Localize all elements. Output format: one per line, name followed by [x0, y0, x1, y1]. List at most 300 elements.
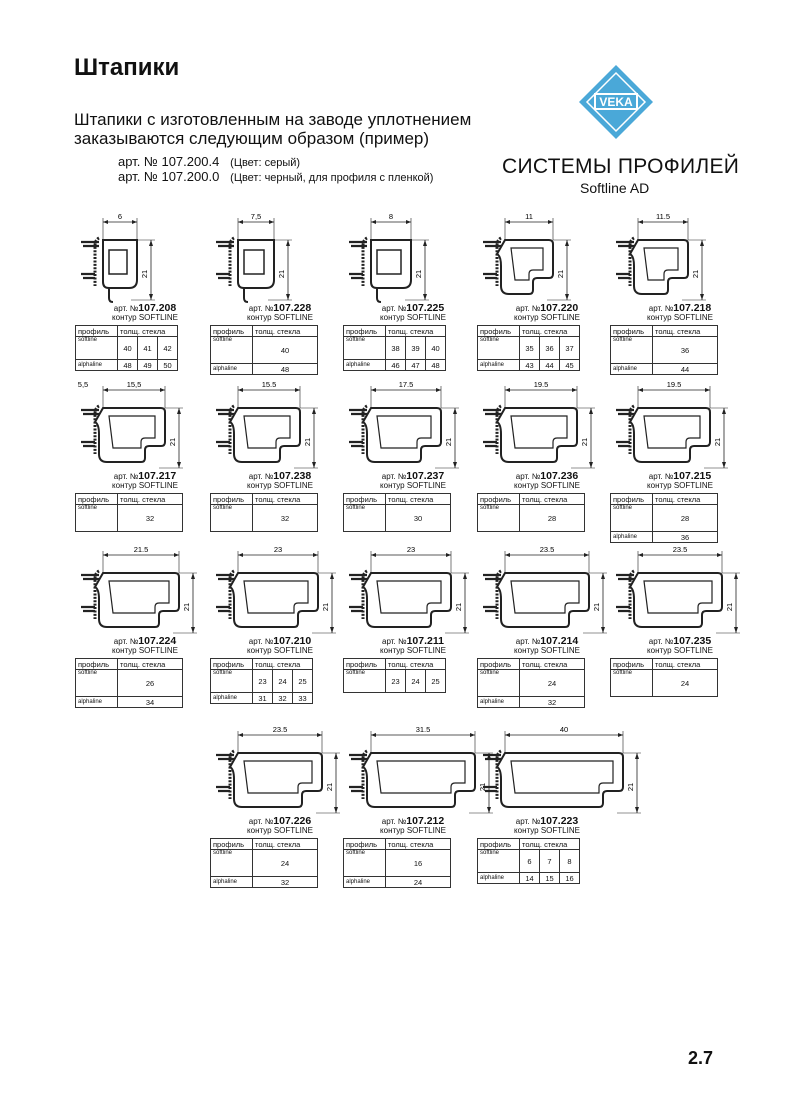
system-title: СИСТЕМЫ ПРОФИЛЕЙ	[502, 155, 740, 178]
profile-art-line	[477, 472, 617, 481]
row-label-softline: softline	[611, 505, 653, 532]
veka-logo	[578, 64, 654, 145]
alphaline-thickness-value: 47	[406, 360, 426, 371]
row-label-alphaline: alphaline	[478, 697, 520, 708]
profile-art-line	[210, 817, 350, 826]
alphaline-thickness-value: 34	[118, 697, 183, 708]
alphaline-thickness-value: 32	[273, 693, 293, 704]
profile-art-line	[210, 637, 350, 646]
contour-label: контур SOFTLINE	[247, 313, 313, 322]
art-number: 107.224	[138, 635, 177, 647]
profile-card	[210, 545, 350, 704]
height-dimension: 21	[168, 437, 177, 447]
table-header-profile: профиль	[344, 326, 386, 337]
alphaline-thickness-value: 48	[118, 360, 138, 371]
row-label-softline: softline	[76, 337, 118, 360]
order-art-2: арт. № 107.200.0	[118, 169, 220, 184]
contour-label: контур SOFTLINE	[112, 481, 178, 490]
softline-thickness-value: 24	[406, 670, 426, 693]
height-dimension: 21	[626, 782, 635, 792]
table-header-profile: профиль	[478, 494, 520, 505]
table-header-thickness: толщ. стекла	[520, 839, 580, 850]
softline-thickness-value: 7	[540, 850, 560, 873]
alphaline-thickness-value: 16	[560, 873, 580, 884]
height-dimension: 21	[325, 782, 334, 792]
profile-card	[610, 380, 750, 543]
contour-label: контур SOFTLINE	[647, 481, 713, 490]
profile-drawing	[343, 725, 487, 817]
art-number: 107.220	[540, 302, 579, 314]
height-dimension: 21	[691, 269, 700, 279]
width-dimension: 7,5	[250, 212, 262, 221]
thickness-table	[477, 493, 585, 532]
art-number: 107.225	[406, 302, 445, 314]
softline-thickness-value: 23	[253, 670, 273, 693]
height-dimension: 21	[592, 602, 601, 612]
softline-thickness-value: 37	[560, 337, 580, 360]
profile-card	[477, 380, 617, 532]
softline-thickness-value: 24	[253, 850, 318, 877]
art-prefix: арт. №	[382, 637, 407, 646]
contour-label: контур SOFTLINE	[380, 481, 446, 490]
alphaline-thickness-value: 36	[653, 532, 718, 543]
profile-card	[210, 380, 350, 532]
art-prefix: арт. №	[381, 472, 407, 481]
table-header-profile: профиль	[76, 326, 118, 337]
art-prefix: арт. №	[648, 472, 674, 481]
art-prefix: арт. №	[113, 304, 139, 313]
profile-art-line	[610, 637, 750, 646]
table-header-profile: профиль	[211, 326, 253, 337]
profile-drawing	[477, 545, 617, 637]
thickness-table	[75, 325, 178, 371]
table-header-profile: профиль	[344, 494, 386, 505]
contour-label: контур SOFTLINE	[247, 646, 313, 655]
alphaline-thickness-value: 31	[253, 693, 273, 704]
table-header-thickness: толщ. стекла	[520, 659, 585, 670]
width-dimension: 17.5	[398, 380, 414, 389]
table-header-thickness: толщ. стекла	[253, 326, 318, 337]
table-header-thickness: толщ. стекла	[253, 659, 313, 670]
thickness-table	[343, 493, 451, 532]
height-dimension: 21	[444, 437, 453, 447]
height-dimension: 21	[414, 269, 423, 279]
alphaline-thickness-value: 49	[138, 360, 158, 371]
softline-thickness-value: 28	[653, 505, 718, 532]
table-header-thickness: толщ. стекла	[653, 494, 718, 505]
alphaline-thickness-value: 46	[386, 360, 406, 371]
art-number: 107.218	[673, 302, 712, 314]
softline-thickness-value: 24	[520, 670, 585, 697]
art-number: 107.226	[273, 815, 312, 827]
profile-caption	[477, 637, 617, 655]
profile-card	[343, 212, 483, 371]
width-dimension: 31.5	[415, 725, 431, 734]
profile-drawing	[610, 545, 750, 637]
contour-label: контур SOFTLINE	[247, 481, 313, 490]
profile-card	[75, 380, 215, 532]
thickness-table	[210, 658, 313, 704]
row-label-alphaline: alphaline	[211, 693, 253, 704]
softline-thickness-value: 30	[386, 505, 451, 532]
height-dimension: 21	[556, 269, 565, 279]
veka-logo-diamond	[578, 64, 654, 140]
art-prefix: арт. №	[248, 472, 274, 481]
order-example	[118, 155, 433, 185]
table-header-thickness: толщ. стекла	[253, 494, 318, 505]
profile-card	[343, 380, 483, 532]
profile-art-line	[75, 637, 215, 646]
table-header-thickness: толщ. стекла	[118, 494, 183, 505]
contour-label: контур SOFTLINE	[380, 313, 446, 322]
profile-drawing	[210, 212, 350, 304]
alphaline-thickness-value: 50	[158, 360, 178, 371]
row-label-softline: softline	[211, 505, 253, 532]
softline-thickness-value: 28	[520, 505, 585, 532]
row-label-softline: softline	[211, 670, 253, 693]
profile-card	[343, 545, 483, 693]
height-dimension: 21	[277, 269, 286, 279]
table-header-thickness: толщ. стекла	[386, 494, 451, 505]
profile-caption	[210, 817, 350, 835]
alphaline-thickness-value: 32	[253, 877, 318, 888]
profile-caption	[343, 637, 483, 655]
table-header-thickness: толщ. стекла	[653, 326, 718, 337]
profile-caption	[210, 637, 350, 655]
width-dimension: 6	[117, 212, 123, 221]
row-label-softline: softline	[344, 505, 386, 532]
row-label-softline: softline	[478, 505, 520, 532]
width-dimension: 40	[559, 725, 569, 734]
thickness-table	[343, 658, 446, 693]
profile-caption	[343, 304, 483, 322]
art-number: 107.236	[540, 470, 579, 482]
table-header-thickness: толщ. стекла	[386, 839, 451, 850]
table-header-thickness: толщ. стекла	[520, 326, 580, 337]
profile-caption	[610, 304, 750, 322]
table-header-profile: профиль	[344, 839, 386, 850]
softline-thickness-value: 32	[118, 505, 183, 532]
alphaline-thickness-value: 44	[540, 360, 560, 371]
art-number: 107.215	[673, 470, 712, 482]
profile-caption	[343, 817, 483, 835]
profile-caption	[210, 304, 350, 322]
row-label-alphaline: alphaline	[478, 873, 520, 884]
alphaline-thickness-value: 48	[253, 364, 318, 375]
thickness-table	[477, 838, 580, 884]
profile-drawing	[477, 212, 617, 304]
width-dimension: 23	[273, 545, 283, 554]
art-number: 107.214	[540, 635, 579, 647]
thickness-table	[610, 658, 718, 697]
softline-thickness-value: 24	[273, 670, 293, 693]
alphaline-thickness-value: 14	[520, 873, 540, 884]
profile-drawing	[610, 380, 750, 472]
thickness-table	[75, 493, 183, 532]
art-number: 107.208	[138, 302, 177, 314]
profile-caption	[75, 304, 215, 322]
softline-thickness-value: 26	[118, 670, 183, 697]
alphaline-thickness-value: 33	[293, 693, 313, 704]
width-dimension: 23.5	[539, 545, 555, 554]
contour-label: контур SOFTLINE	[514, 313, 580, 322]
profile-art-line	[343, 472, 483, 481]
thickness-table	[343, 838, 451, 888]
profile-drawing	[477, 380, 617, 472]
profile-art-line	[343, 817, 483, 826]
width-dimension-2: 5,5	[77, 380, 89, 389]
softline-thickness-value: 16	[386, 850, 451, 877]
alphaline-thickness-value: 45	[560, 360, 580, 371]
profile-drawing	[210, 380, 350, 472]
intro-line-1: Штапики с изготовленным на заводе уплотнением	[74, 110, 472, 129]
profile-art-line	[477, 637, 617, 646]
softline-thickness-value: 42	[158, 337, 178, 360]
height-dimension: 21	[140, 269, 149, 279]
softline-thickness-value: 24	[653, 670, 718, 697]
art-number: 107.237	[406, 470, 445, 482]
profile-caption	[210, 472, 350, 490]
intro-line-2: заказываются следующим образом (пример)	[74, 129, 430, 148]
art-prefix: арт. №	[381, 817, 407, 826]
width-dimension: 21.5	[133, 545, 149, 554]
softline-thickness-value: 40	[426, 337, 446, 360]
row-label-alphaline: alphaline	[611, 532, 653, 543]
row-label-softline: softline	[478, 337, 520, 360]
profile-drawing	[610, 212, 750, 304]
row-label-softline: softline	[76, 505, 118, 532]
profile-caption	[477, 817, 617, 835]
table-header-thickness: толщ. стекла	[253, 839, 318, 850]
art-prefix: арт. №	[113, 637, 139, 646]
contour-label: контур SOFTLINE	[647, 646, 713, 655]
contour-label: контур SOFTLINE	[247, 826, 313, 835]
thickness-table	[477, 325, 580, 371]
intro-text	[74, 110, 471, 148]
profile-caption	[610, 472, 750, 490]
alphaline-thickness-value: 43	[520, 360, 540, 371]
art-prefix: арт. №	[381, 304, 407, 313]
table-header-profile: профиль	[478, 659, 520, 670]
thickness-table	[210, 493, 318, 532]
thickness-table	[610, 493, 718, 543]
profile-art-line	[210, 472, 350, 481]
alphaline-thickness-value: 24	[386, 877, 451, 888]
thickness-table	[610, 325, 718, 375]
table-header-profile: профиль	[211, 494, 253, 505]
profile-card	[477, 725, 635, 884]
profile-caption	[477, 472, 617, 490]
height-dimension: 21	[580, 437, 589, 447]
page-number: 2.7	[688, 1048, 714, 1068]
profile-card	[477, 545, 617, 708]
table-header-profile: профиль	[76, 659, 118, 670]
thickness-table	[210, 325, 318, 375]
art-prefix: арт. №	[113, 472, 139, 481]
softline-thickness-value: 23	[386, 670, 406, 693]
contour-label: контур SOFTLINE	[380, 646, 446, 655]
row-label-softline: softline	[611, 670, 653, 697]
height-dimension: 21	[182, 602, 191, 612]
row-label-alphaline: alphaline	[76, 697, 118, 708]
contour-label: контур SOFTLINE	[514, 481, 580, 490]
contour-label: контур SOFTLINE	[647, 313, 713, 322]
system-subtitle: Softline AD	[580, 180, 650, 196]
profile-drawing	[75, 545, 215, 637]
profile-art-line	[210, 304, 350, 313]
row-label-softline: softline	[211, 337, 253, 364]
profile-drawing	[343, 212, 483, 304]
width-dimension: 11	[525, 212, 533, 221]
height-dimension: 21	[713, 437, 722, 447]
art-number: 107.210	[273, 635, 312, 647]
softline-thickness-value: 41	[138, 337, 158, 360]
profile-drawing	[210, 545, 350, 637]
softline-thickness-value: 6	[520, 850, 540, 873]
contour-label: контур SOFTLINE	[112, 313, 178, 322]
row-label-softline: softline	[344, 337, 386, 360]
table-header-profile: профиль	[611, 659, 653, 670]
height-dimension: 21	[478, 782, 487, 792]
width-dimension: 23.5	[672, 545, 688, 554]
thickness-table	[75, 658, 183, 708]
row-label-alphaline: alphaline	[611, 364, 653, 375]
softline-thickness-value: 8	[560, 850, 580, 873]
height-dimension: 21	[454, 602, 463, 612]
profile-art-line	[477, 817, 617, 826]
profile-art-line	[477, 304, 617, 313]
profile-art-line	[610, 472, 750, 481]
alphaline-thickness-value: 48	[426, 360, 446, 371]
profile-drawing	[343, 545, 483, 637]
art-number: 107.212	[406, 815, 445, 827]
profile-drawing	[210, 725, 350, 817]
art-prefix: арт. №	[515, 472, 541, 481]
height-dimension: 21	[303, 437, 312, 447]
softline-thickness-value: 40	[118, 337, 138, 360]
contour-label: контур SOFTLINE	[514, 826, 580, 835]
height-dimension: 21	[725, 602, 734, 612]
row-label-softline: softline	[76, 670, 118, 697]
table-header-thickness: толщ. стекла	[386, 659, 446, 670]
profile-card	[210, 212, 350, 375]
softline-thickness-value: 38	[386, 337, 406, 360]
alphaline-thickness-value: 15	[540, 873, 560, 884]
art-prefix: арт. №	[515, 304, 541, 313]
table-header-thickness: толщ. стекла	[386, 326, 446, 337]
art-number: 107.235	[673, 635, 712, 647]
art-number: 107.238	[273, 470, 312, 482]
profile-art-line	[610, 304, 750, 313]
profile-card	[210, 725, 350, 888]
contour-label: контур SOFTLINE	[514, 646, 580, 655]
profile-art-line	[343, 637, 483, 646]
art-number: 107.211	[406, 635, 444, 647]
softline-thickness-value: 39	[406, 337, 426, 360]
width-dimension: 23	[406, 545, 416, 554]
art-prefix: арт. №	[248, 637, 274, 646]
table-header-profile: профиль	[478, 839, 520, 850]
art-prefix: арт. №	[648, 304, 674, 313]
page-title: Штапики	[74, 54, 180, 81]
profile-caption	[75, 472, 215, 490]
table-header-thickness: толщ. стекла	[118, 659, 183, 670]
table-header-profile: профиль	[611, 326, 653, 337]
table-header-profile: профиль	[211, 659, 253, 670]
table-header-thickness: толщ. стекла	[118, 326, 178, 337]
order-note-2: (Цвет: черный, для профиля с пленкой)	[230, 172, 434, 184]
profile-caption	[75, 637, 215, 655]
thickness-table	[343, 325, 446, 371]
profile-art-line	[75, 304, 215, 313]
order-art-1: арт. № 107.200.4	[118, 154, 220, 169]
profile-drawing	[343, 380, 483, 472]
table-header-profile: профиль	[611, 494, 653, 505]
height-dimension: 21	[321, 602, 330, 612]
profile-card	[610, 212, 750, 375]
profile-art-line	[75, 472, 215, 481]
softline-thickness-value: 40	[253, 337, 318, 364]
table-header-profile: профиль	[211, 839, 253, 850]
profile-drawing	[75, 212, 215, 304]
softline-thickness-value: 25	[293, 670, 313, 693]
softline-thickness-value: 35	[520, 337, 540, 360]
width-dimension: 15.5	[261, 380, 277, 389]
row-label-alphaline: alphaline	[76, 360, 118, 371]
thickness-table	[210, 838, 318, 888]
art-prefix: арт. №	[248, 817, 274, 826]
row-label-alphaline: alphaline	[211, 877, 253, 888]
order-example-1	[118, 155, 433, 170]
profile-drawing	[477, 725, 635, 817]
table-header-profile: профиль	[76, 494, 118, 505]
width-dimension: 19.5	[533, 380, 549, 389]
width-dimension: 11.5	[655, 212, 671, 221]
profile-card	[610, 545, 750, 697]
contour-label: контур SOFTLINE	[380, 826, 446, 835]
profile-drawing	[75, 380, 215, 472]
softline-thickness-value: 36	[653, 337, 718, 364]
row-label-softline: softline	[478, 670, 520, 697]
alphaline-thickness-value: 44	[653, 364, 718, 375]
profile-card	[477, 212, 617, 371]
art-number: 107.217	[138, 470, 177, 482]
profile-caption	[477, 304, 617, 322]
table-header-profile: профиль	[344, 659, 386, 670]
table-header-thickness: толщ. стекла	[653, 659, 718, 670]
softline-thickness-value: 25	[426, 670, 446, 693]
softline-thickness-value: 32	[253, 505, 318, 532]
contour-label: контур SOFTLINE	[112, 646, 178, 655]
profile-card	[343, 725, 487, 888]
row-label-alphaline: alphaline	[211, 364, 253, 375]
width-dimension: 8	[388, 212, 394, 221]
profile-card	[75, 545, 215, 708]
table-header-thickness: толщ. стекла	[520, 494, 585, 505]
row-label-softline: softline	[344, 850, 386, 877]
alphaline-thickness-value: 32	[520, 697, 585, 708]
order-example-2	[118, 170, 433, 185]
row-label-alphaline: alphaline	[478, 360, 520, 371]
art-number: 107.223	[540, 815, 579, 827]
row-label-alphaline: alphaline	[344, 360, 386, 371]
art-number: 107.228	[273, 302, 312, 314]
width-dimension: 15,5	[126, 380, 142, 389]
softline-thickness-value: 36	[540, 337, 560, 360]
profile-caption	[343, 472, 483, 490]
profile-card	[75, 212, 215, 371]
art-prefix: арт. №	[648, 637, 674, 646]
